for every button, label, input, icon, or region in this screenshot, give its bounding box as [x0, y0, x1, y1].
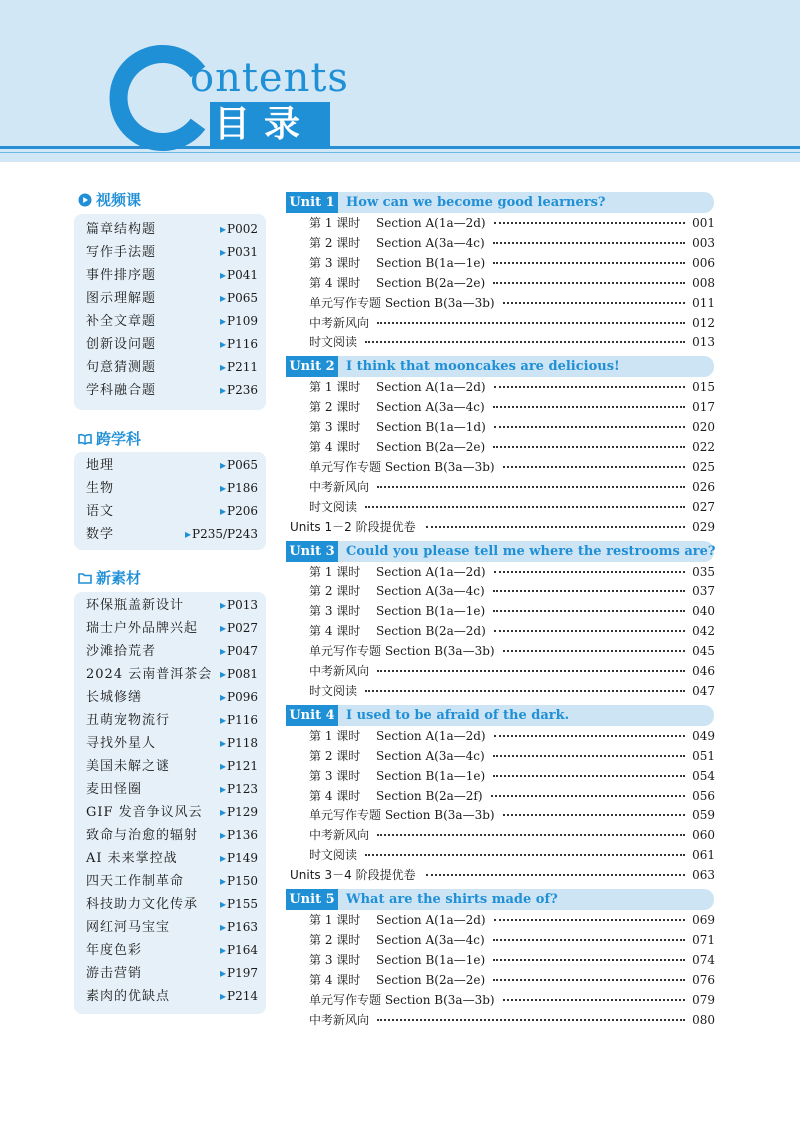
sidebar-item[interactable]	[86, 686, 258, 709]
toc-section: Section A(3a—4c)	[376, 400, 485, 415]
sidebar-item-name: 生物	[86, 481, 115, 496]
unit-title[interactable]: How can we become good learners?	[346, 195, 606, 210]
toc-leader-dots	[494, 222, 685, 224]
sidebar-item-page: ▸ P047	[220, 640, 258, 663]
toc-leader-dots	[493, 775, 685, 777]
sidebar-item-name: 语文	[86, 504, 115, 519]
toc-page: 074	[692, 952, 715, 967]
toc-lesson: 第 4 课时	[309, 440, 361, 454]
sidebar-item-page: ▸ P186	[220, 477, 258, 500]
sidebar-item[interactable]	[86, 310, 258, 333]
toc-lesson: 第 2 课时	[309, 932, 361, 947]
toc-leader-dots	[493, 590, 685, 592]
toc-page: 015	[692, 380, 715, 395]
toc-page: 026	[692, 479, 715, 494]
sidebar-item-name: 四天工作制革命	[86, 874, 185, 889]
unit-title[interactable]: Could you please tell me where the restrooms are?	[346, 543, 716, 559]
toc-lesson: 第 1 课时	[309, 728, 361, 743]
toc-leader-dots	[503, 650, 685, 652]
toc-page: 012	[692, 315, 715, 330]
unit-title[interactable]: I think that mooncakes are delicious!	[346, 359, 620, 375]
sidebar-item-page: ▸ P197	[220, 962, 258, 985]
sidebar-item[interactable]	[86, 824, 258, 847]
toc-section: Section B(2a—2e)	[376, 440, 486, 454]
toc-lesson: 中考新风向	[309, 1012, 370, 1027]
toc-lesson: 单元写作专题 Section B(3a—3b)	[309, 808, 495, 823]
toc-section: Section A(1a—2d)	[376, 216, 486, 230]
toc-section: Section A(1a—2d)	[376, 728, 486, 743]
toc-row[interactable]	[309, 562, 715, 582]
toc-section: Section A(3a—4c)	[376, 235, 485, 250]
toc-lesson: 第 3 课时	[309, 604, 361, 619]
sidebar-item-page: ▸ P002	[220, 218, 258, 241]
toc-section: Section B(1a—1e)	[376, 952, 486, 967]
toc-lesson: 单元写作专题 Section B(3a—3b)	[309, 644, 495, 659]
toc-section: Section B(2a—2f)	[376, 788, 483, 803]
sidebar-item-name: 环保瓶盖新设计	[86, 598, 185, 613]
toc-section: Section B(1a—1d)	[376, 420, 486, 435]
toc-row[interactable]	[309, 805, 715, 825]
toc-section: Section B(2a—2e)	[376, 972, 486, 987]
toc-row[interactable]	[309, 786, 715, 806]
toc-row[interactable]	[309, 477, 715, 497]
toc-leader-dots	[503, 302, 685, 304]
toc-page: 011	[692, 295, 715, 310]
toc-page: 003	[692, 235, 715, 250]
toc-page: 071	[692, 932, 715, 947]
sidebar-item[interactable]	[86, 801, 258, 824]
sidebar-item-page: ▸ P149	[220, 847, 258, 870]
sidebar-item[interactable]	[86, 962, 258, 985]
stage-exam-row[interactable]	[290, 865, 715, 885]
sidebar-item[interactable]	[86, 500, 258, 523]
toc-row[interactable]	[309, 397, 715, 417]
sidebar-item[interactable]	[86, 640, 258, 663]
sidebar-item-name: 补全文章题	[86, 314, 157, 329]
toc-row[interactable]	[309, 273, 715, 293]
sidebar-item[interactable]	[86, 893, 258, 916]
toc-lesson: 单元写作专题 Section B(3a—3b)	[309, 992, 495, 1007]
toc-page: 008	[692, 275, 715, 290]
toc-leader-dots	[493, 959, 685, 961]
toc-leader-dots	[377, 322, 685, 324]
toc-lesson: 第 4 课时	[309, 275, 361, 290]
toc-page: 060	[692, 828, 715, 843]
sidebar-item[interactable]	[86, 939, 258, 962]
toc-section: Section B(2a—2e)	[376, 275, 486, 290]
unit-label[interactable]: Unit 2	[286, 356, 338, 377]
sidebar-item-page: ▸ P121	[220, 755, 258, 778]
sidebar-item[interactable]	[86, 523, 258, 546]
toc-page: 051	[692, 748, 715, 763]
toc-page: 022	[692, 440, 715, 454]
sidebar-item[interactable]	[86, 454, 258, 477]
stage-exam-page: 029	[692, 519, 715, 534]
toc-lesson: 中考新风向	[309, 828, 370, 843]
toc-page: 035	[692, 564, 715, 579]
sidebar-item-name: 沙滩拾荒者	[86, 644, 157, 659]
toc-row[interactable]	[309, 681, 715, 701]
sidebar-item-name: 创新设问题	[86, 337, 157, 352]
toc-leader-dots	[365, 690, 685, 692]
toc-lesson: 中考新风向	[309, 664, 370, 678]
sidebar-item[interactable]	[86, 847, 258, 870]
toc-row[interactable]	[309, 726, 715, 746]
sidebar-item[interactable]	[86, 287, 258, 310]
unit-label[interactable]: Unit 4	[286, 705, 338, 726]
toc-leader-dots	[494, 630, 685, 632]
sidebar-item-name: 素肉的优缺点	[86, 989, 171, 1004]
toc-leader-dots	[503, 466, 685, 468]
sidebar-item-name: 美国未解之谜	[86, 759, 171, 774]
toc-leader-dots	[491, 795, 685, 797]
sidebar-item-name: 寻找外星人	[86, 736, 157, 751]
toc-leader-dots	[493, 262, 685, 264]
toc-row[interactable]	[309, 417, 715, 437]
toc-lesson: 时文阅读	[309, 683, 358, 698]
toc-leader-dots	[494, 386, 685, 388]
toc-page: 047	[692, 683, 715, 698]
section-title-material	[78, 568, 141, 588]
toc-page: 061	[692, 848, 715, 863]
sidebar-item-page: ▸ P136	[220, 824, 258, 847]
toc-row[interactable]	[309, 332, 715, 352]
toc-lesson: 第 2 课时	[309, 235, 361, 250]
toc-lesson: 第 2 课时	[309, 400, 361, 415]
toc-page: 054	[692, 768, 715, 783]
unit-label[interactable]: Unit 3	[286, 541, 338, 562]
section-title-cross	[78, 429, 141, 449]
sidebar-item[interactable]	[86, 985, 258, 1008]
toc-lesson: 第 3 课时	[309, 255, 361, 270]
sidebar-item-page: ▸ P235/P243	[185, 523, 258, 546]
toc-page: 069	[692, 913, 715, 927]
sidebar-item[interactable]	[86, 264, 258, 287]
sidebar-item-name: 地理	[86, 458, 115, 473]
toc-lesson: 第 4 课时	[309, 788, 361, 803]
sidebar-item-name: AI 未来掌控战	[86, 851, 178, 866]
contents-title: ontents	[190, 55, 349, 101]
toc-lesson: 第 1 课时	[309, 380, 361, 395]
sidebar-item[interactable]	[86, 617, 258, 640]
toc-leader-dots	[494, 426, 685, 428]
section-title-video-label: 视频课	[96, 191, 142, 209]
sidebar-item-page: ▸ P163	[220, 916, 258, 939]
toc-page: 027	[692, 499, 715, 514]
toc-page: 017	[692, 400, 715, 415]
toc-leader-dots	[493, 979, 685, 981]
toc-row[interactable]	[309, 825, 715, 845]
toc-leader-dots	[494, 571, 685, 573]
sidebar-item-page: ▸ P041	[220, 264, 258, 287]
toc-lesson: 第 4 课时	[309, 624, 361, 639]
sidebar-item-page: ▸ P164	[220, 939, 258, 962]
toc-page: 056	[692, 788, 715, 803]
sidebar-item-name: 事件排序题	[86, 268, 157, 283]
toc-lesson: 第 1 课时	[309, 913, 361, 927]
sidebar-item-name: 长城修缮	[86, 690, 143, 705]
toc-leader-dots	[377, 670, 685, 672]
toc-lesson: 时文阅读	[309, 848, 358, 863]
sidebar-item-page: ▸ P031	[220, 241, 258, 264]
toc-row[interactable]	[309, 497, 715, 517]
sidebar-item-page: ▸ P129	[220, 801, 258, 824]
unit-label[interactable]: Unit 1	[286, 192, 338, 213]
toc-leader-dots	[503, 814, 685, 816]
sidebar-item-page: ▸ P118	[220, 732, 258, 755]
toc-lesson: 第 1 课时	[309, 564, 361, 579]
sidebar-item-page: ▸ P081	[220, 663, 258, 686]
toc-row[interactable]	[309, 213, 715, 233]
sidebar-item[interactable]	[86, 241, 258, 264]
toc-leader-dots	[503, 999, 685, 1001]
toc-lesson: 中考新风向	[309, 315, 370, 330]
toc-lesson: 第 3 课时	[309, 952, 361, 967]
sidebar-item-name: 数学	[86, 527, 115, 542]
toc-lesson: 时文阅读	[309, 335, 358, 350]
toc-leader-dots	[493, 282, 685, 284]
sidebar-item-page: ▸ P065	[220, 287, 258, 310]
sidebar-item-name: 丑萌宠物流行	[86, 713, 171, 728]
sidebar-item[interactable]	[86, 333, 258, 356]
toc-page: 001	[692, 216, 715, 230]
toc-lesson: 中考新风向	[309, 479, 370, 494]
stage-exam-row[interactable]	[290, 517, 715, 537]
toc-row[interactable]	[309, 661, 715, 681]
toc-row[interactable]	[309, 950, 715, 970]
sidebar-item-name: 麦田怪圈	[86, 782, 143, 797]
toc-lesson: 第 3 课时	[309, 768, 361, 783]
sidebar-item-page: ▸ P116	[220, 333, 258, 356]
sidebar-item-name: 科技助力文化传承	[86, 897, 199, 912]
toc-row[interactable]	[309, 293, 715, 313]
toc-section: Section B(1a—1e)	[376, 604, 486, 619]
toc-section: Section A(1a—2d)	[376, 380, 486, 395]
toc-leader-dots	[426, 526, 685, 528]
toc-page: 025	[692, 459, 715, 474]
sidebar-item-name: 年度色彩	[86, 943, 143, 958]
unit-label[interactable]: Unit 5	[286, 889, 338, 910]
toc-section: Section A(3a—4c)	[376, 584, 485, 599]
toc-page: 020	[692, 420, 715, 435]
toc-lesson: 第 3 课时	[309, 420, 361, 435]
toc-row[interactable]	[309, 910, 715, 930]
unit-title[interactable]: I used to be afraid of the dark.	[346, 707, 570, 723]
play-circle-icon	[78, 193, 92, 207]
sidebar-item-name: 写作手法题	[86, 245, 157, 260]
toc-row[interactable]	[309, 377, 715, 397]
sidebar-item-page: ▸ P096	[220, 686, 258, 709]
toc-row[interactable]	[309, 233, 715, 253]
sidebar-item[interactable]	[86, 663, 258, 686]
sidebar-item-name: 图示理解题	[86, 291, 157, 306]
sidebar-item-page: ▸ P206	[220, 500, 258, 523]
toc-leader-dots	[365, 854, 685, 856]
toc-page: 006	[692, 255, 715, 270]
section-title-cross-label: 跨学科	[96, 430, 142, 448]
toc-row[interactable]	[309, 845, 715, 865]
toc-lesson: 单元写作专题 Section B(3a—3b)	[309, 295, 495, 310]
sidebar-item-page: ▸ P155	[220, 893, 258, 916]
toc-row[interactable]	[309, 437, 715, 457]
toc-row[interactable]	[309, 746, 715, 766]
toc-page: 037	[692, 584, 715, 599]
toc-section: Section A(1a—2d)	[376, 564, 486, 579]
sidebar-item-page: ▸ P013	[220, 594, 258, 617]
toc-row[interactable]	[309, 621, 715, 641]
toc-leader-dots	[426, 874, 685, 876]
toc-leader-dots	[493, 406, 685, 408]
sidebar-item-name: GIF 发音争议风云	[86, 805, 203, 820]
section-title-material-label: 新素材	[96, 569, 142, 587]
toc-leader-dots	[377, 834, 685, 836]
sidebar-item[interactable]	[86, 778, 258, 801]
sidebar-item-name: 学科融合题	[86, 383, 157, 398]
toc-leader-dots	[493, 242, 685, 244]
sidebar-item-name: 2024 云南普洱茶会	[86, 667, 213, 682]
toc-leader-dots	[493, 939, 685, 941]
title-cn: 目录	[214, 104, 315, 145]
toc-row[interactable]	[309, 253, 715, 273]
toc-leader-dots	[493, 755, 685, 757]
toc-page: 045	[692, 644, 715, 659]
sidebar-item-name: 网红河马宝宝	[86, 920, 171, 935]
sidebar-item[interactable]	[86, 356, 258, 379]
toc-section: Section B(1a—1e)	[376, 768, 486, 783]
toc-section: Section A(1a—2d)	[376, 913, 486, 927]
stage-exam-label: Units 1－2 阶段提优卷	[290, 519, 416, 534]
toc-page: 046	[692, 664, 715, 678]
toc-row[interactable]	[309, 930, 715, 950]
sidebar-item-name: 游击营销	[86, 966, 143, 981]
toc-page: 040	[692, 604, 715, 619]
toc-page: 079	[692, 992, 715, 1007]
toc-page: 013	[692, 335, 715, 350]
sidebar-item-page: ▸ P236	[220, 379, 258, 402]
toc-leader-dots	[493, 446, 685, 448]
toc-leader-dots	[377, 486, 685, 488]
toc-leader-dots	[494, 735, 685, 737]
sidebar-item-name: 篇章结构题	[86, 222, 157, 237]
toc-row[interactable]	[309, 313, 715, 333]
sidebar-item[interactable]	[86, 916, 258, 939]
sidebar-item-name: 瑞士户外品牌兴起	[86, 621, 199, 636]
sidebar-item-page: ▸ P150	[220, 870, 258, 893]
sidebar-item-page: ▸ P109	[220, 310, 258, 333]
folder-icon	[78, 571, 92, 585]
sidebar-item-page: ▸ P065	[220, 454, 258, 477]
toc-lesson: 第 4 课时	[309, 972, 361, 987]
sidebar-item[interactable]	[86, 218, 258, 241]
sidebar-item-name: 致命与治愈的辐射	[86, 828, 199, 843]
toc-page: 049	[692, 728, 715, 743]
toc-row[interactable]	[309, 457, 715, 477]
toc-row[interactable]	[309, 1010, 715, 1030]
toc-lesson: 单元写作专题 Section B(3a—3b)	[309, 459, 495, 474]
toc-section: Section A(3a—4c)	[376, 932, 485, 947]
toc-lesson: 时文阅读	[309, 499, 358, 514]
open-book-icon	[78, 432, 92, 446]
sidebar-item[interactable]	[86, 755, 258, 778]
sidebar-item-name: 句意猜测题	[86, 360, 157, 375]
toc-leader-dots	[365, 506, 685, 508]
unit-title[interactable]: What are the shirts made of?	[346, 892, 558, 907]
toc-page: 076	[692, 972, 715, 987]
sidebar-item-page: ▸ P214	[220, 985, 258, 1008]
toc-row[interactable]	[309, 601, 715, 621]
sidebar-item[interactable]	[86, 870, 258, 893]
sidebar-item[interactable]	[86, 477, 258, 500]
toc-row[interactable]	[309, 641, 715, 661]
toc-section: Section B(1a—1e)	[376, 255, 486, 270]
sidebar-item[interactable]	[86, 379, 258, 402]
sidebar-item-page: ▸ P116	[220, 709, 258, 732]
toc-leader-dots	[377, 1019, 685, 1021]
toc-section: Section B(2a—2d)	[376, 624, 486, 639]
toc-leader-dots	[494, 919, 685, 921]
toc-page: 080	[692, 1012, 715, 1027]
sidebar-item[interactable]	[86, 709, 258, 732]
sidebar-item-page: ▸ P123	[220, 778, 258, 801]
toc-lesson: 第 2 课时	[309, 584, 361, 599]
toc-section: Section A(3a—4c)	[376, 748, 485, 763]
toc-lesson: 第 1 课时	[309, 216, 361, 230]
stage-exam-label: Units 3－4 阶段提优卷	[290, 868, 416, 883]
toc-row[interactable]	[309, 990, 715, 1010]
sidebar-item-page: ▸ P027	[220, 617, 258, 640]
toc-leader-dots	[493, 610, 685, 612]
toc-row[interactable]	[309, 581, 715, 601]
sidebar-item-page: ▸ P211	[220, 356, 258, 379]
toc-leader-dots	[365, 341, 685, 343]
section-title-video	[78, 190, 141, 210]
toc-page: 059	[692, 808, 715, 823]
toc-row[interactable]	[309, 766, 715, 786]
toc-row[interactable]	[309, 970, 715, 990]
stage-exam-page: 063	[692, 868, 715, 883]
sidebar-item[interactable]	[86, 732, 258, 755]
sidebar-item[interactable]	[86, 594, 258, 617]
toc-page: 042	[692, 624, 715, 639]
toc-lesson: 第 2 课时	[309, 748, 361, 763]
